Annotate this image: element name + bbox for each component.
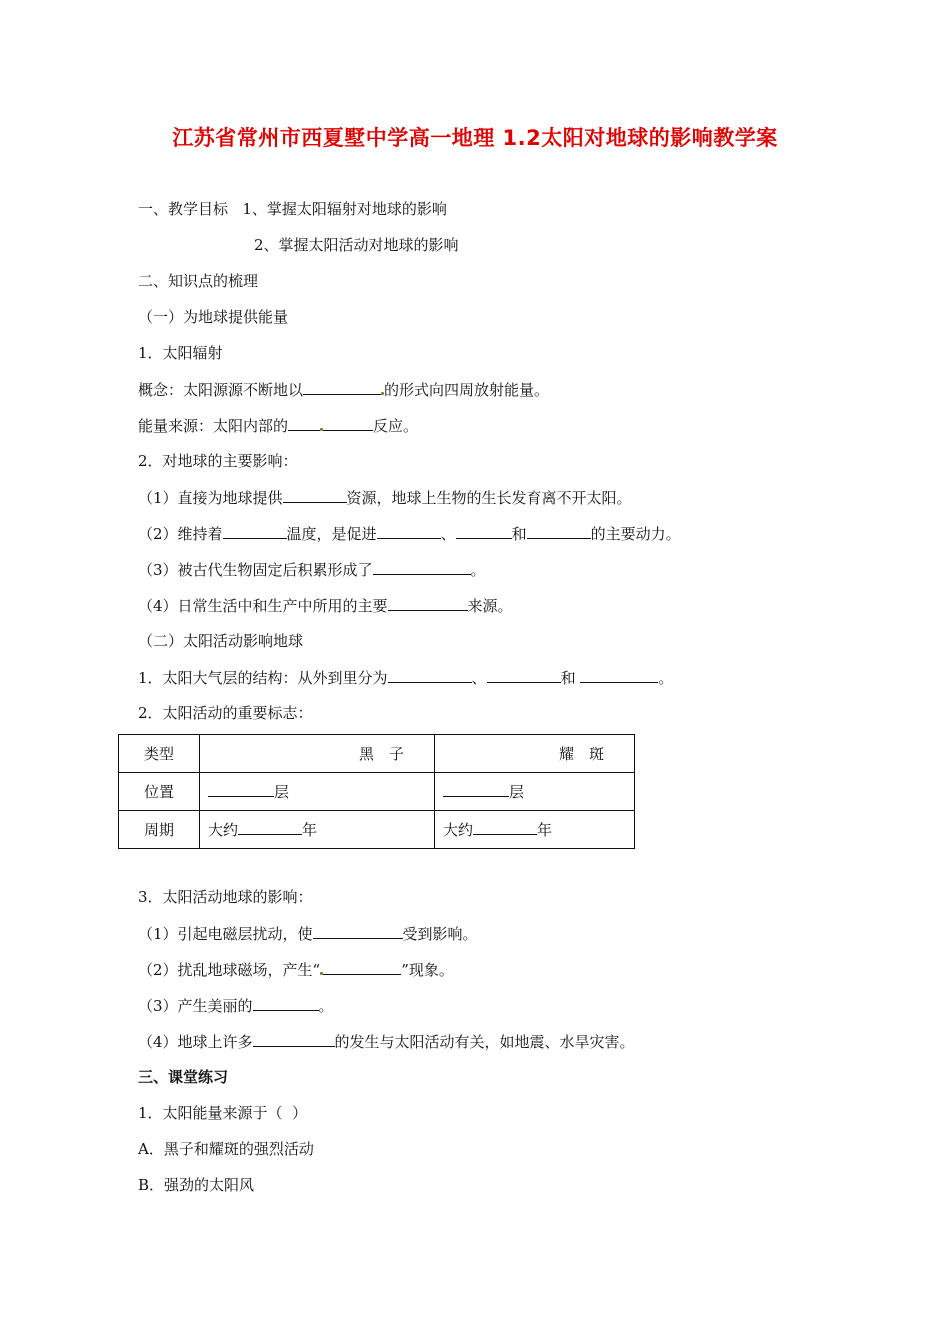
objective-item-2: 2、掌握太阳活动对地球的影响 — [254, 236, 459, 254]
blank — [323, 415, 373, 431]
atm-post: 。 — [658, 669, 674, 687]
atm-sep2: 和 — [560, 669, 581, 687]
table-row — [119, 773, 635, 811]
table-header-flare: 耀 斑 — [435, 735, 635, 773]
impact-1-post: 受到影响。 — [402, 925, 478, 943]
effects-heading: 2．对地球的主要影响： — [138, 452, 298, 470]
impact-line-3 — [138, 995, 334, 1016]
blank — [283, 487, 347, 503]
radiation-heading: 1．太阳辐射 — [138, 344, 223, 362]
blank — [288, 415, 320, 431]
practice-heading: 三、课堂练习 — [138, 1068, 229, 1086]
document-title: 江苏省常州市西夏墅中学高一地理 1.2太阳对地球的影响教学案 — [172, 126, 778, 150]
blank — [208, 781, 274, 797]
subsection-energy: （一）为地球提供能量 — [138, 308, 289, 326]
blank — [580, 667, 658, 683]
effect-1-pre: （1）直接为地球提供 — [138, 489, 283, 507]
cell-suffix: 年 — [302, 821, 318, 839]
blank — [238, 819, 302, 835]
blank — [373, 559, 471, 575]
concept-text-post: 的形式向四周放射能量。 — [384, 381, 550, 399]
effect-2-sep2: 和 — [511, 525, 527, 543]
option-a: A．黑子和耀斑的强烈活动 — [138, 1140, 314, 1158]
impact-2-post: ”现象。 — [401, 961, 454, 979]
effect-2-mid: 温度，是促进 — [286, 525, 377, 543]
effect-2-pre: （2）维持着 — [138, 525, 223, 543]
blank — [443, 781, 509, 797]
impact-3-pre: （3）产生美丽的 — [138, 997, 253, 1015]
impact-1-pre: （1）引起电磁层扰动，使 — [138, 925, 313, 943]
effect-3-post: 。 — [470, 561, 486, 579]
concept-line — [138, 379, 549, 400]
table-row-label: 周期 — [119, 811, 200, 849]
cell-suffix: 年 — [537, 821, 553, 839]
blank — [456, 523, 512, 539]
table-cell — [435, 811, 635, 849]
effect-line-3 — [138, 559, 486, 580]
effect-line-1 — [138, 487, 632, 508]
atm-sep1: 、 — [471, 669, 487, 687]
objectives-heading: 一、教学目标 — [138, 200, 229, 218]
cell-suffix: 层 — [274, 783, 290, 801]
blank — [473, 819, 537, 835]
effect-line-4 — [138, 595, 513, 616]
cell-prefix: 大约 — [443, 821, 474, 839]
table-header-type: 类型 — [119, 735, 200, 773]
impact-2-pre: （2）扰乱地球磁场，产生“ — [138, 961, 321, 979]
atmosphere-line — [138, 667, 673, 688]
impacts-heading: 3．太阳活动地球的影响： — [138, 888, 313, 906]
effect-4-post: 来源。 — [467, 597, 513, 615]
energy-text-pre: 能量来源：太阳内部的 — [138, 417, 289, 435]
signs-heading: 2．太阳活动的重要标志： — [138, 704, 313, 722]
blank — [388, 595, 468, 611]
energy-text-post: 反应。 — [373, 417, 419, 435]
impact-line-2 — [138, 959, 454, 980]
table-row — [119, 811, 635, 849]
blank — [223, 523, 287, 539]
blank — [377, 523, 441, 539]
effect-2-post: 的主要动力。 — [590, 525, 681, 543]
solar-activity-table — [118, 734, 635, 849]
effect-2-sep1: 、 — [440, 525, 456, 543]
blank — [388, 667, 472, 683]
question-1: 1．太阳能量来源于（ ） — [138, 1104, 308, 1122]
impact-line-4 — [138, 1031, 635, 1052]
effect-3-pre: （3）被古代生物固定后积累形成了 — [138, 561, 373, 579]
effect-4-pre: （4）日常生活中和生产中所用的主要 — [138, 597, 388, 615]
objectives-line-1 — [138, 199, 447, 219]
effect-line-2 — [138, 523, 681, 544]
blank — [313, 923, 403, 939]
table-row-label: 位置 — [119, 773, 200, 811]
blank — [253, 995, 319, 1011]
table-cell — [435, 773, 635, 811]
atm-pre: 1．太阳大气层的结构：从外到里分为 — [138, 669, 388, 687]
blank — [303, 379, 381, 395]
table-cell — [200, 773, 435, 811]
subsection-activity: （二）太阳活动影响地球 — [138, 632, 304, 650]
table-header-sunspot: 黑 子 — [200, 735, 435, 773]
impact-3-post: 。 — [318, 997, 334, 1015]
table-row — [119, 735, 635, 773]
impact-4-pre: （4）地球上许多 — [138, 1033, 253, 1051]
cell-prefix: 大约 — [208, 821, 239, 839]
section2-heading: 二、知识点的梳理 — [138, 272, 259, 290]
blank — [253, 1031, 335, 1047]
blank — [527, 523, 591, 539]
concept-text-pre: 概念：太阳源源不断地以 — [138, 381, 304, 399]
blank — [323, 959, 401, 975]
objective-item-1: 1、掌握太阳辐射对地球的影响 — [242, 200, 447, 218]
energy-line — [138, 415, 418, 436]
effect-1-post: 资源，地球上生物的生长发育离不开太阳。 — [346, 489, 632, 507]
table-cell — [200, 811, 435, 849]
impact-line-1 — [138, 923, 478, 944]
impact-4-post: 的发生与太阳活动有关，如地震、水旱灾害。 — [334, 1033, 635, 1051]
option-b: B．强劲的太阳风 — [138, 1176, 255, 1194]
blank — [487, 667, 561, 683]
cell-suffix: 层 — [509, 783, 525, 801]
